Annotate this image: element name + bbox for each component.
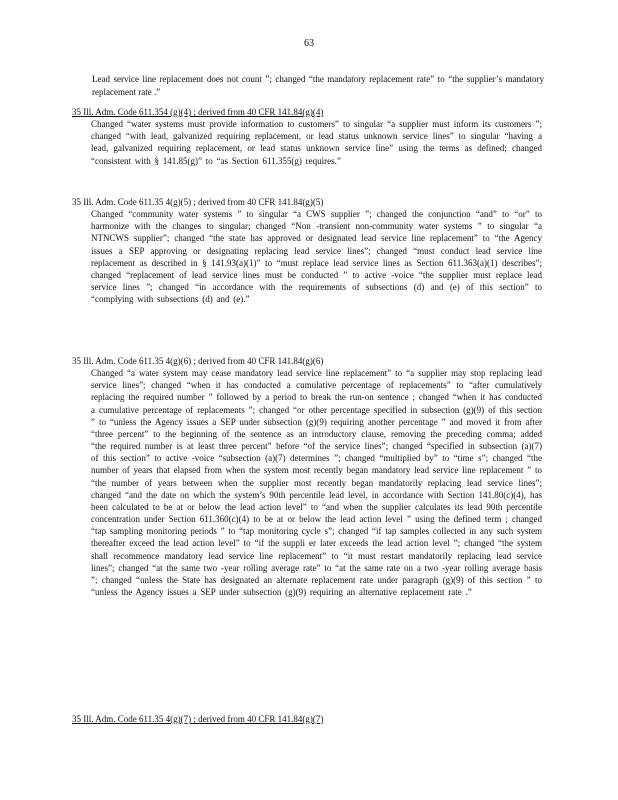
- amendment-entry: [72, 713, 542, 725]
- change-note: Changed “a water system may cease mandatory lead service line replacement” to “a supplier may stop replacing lead service lines”; changed “when it has conducted a cumulative percentage of replacements” to “after cumulatively replacing the required number ” followed by a period to break the run-on sentence ; changed “when it has conducted a cumulative percentage of replacements ”; changed “or other percentage specified in subsection (g)(9) of this section ” to “unless the Agency issues a SEP under subsection (g)(9) requiring another percentage ” and moved it from after “three percent” to the beginning of the sentence as an introductory clause, removing the preceding comma; added “the required number is at least three percent” before “of the service lines”; changed “specified in subsection (a)(7) of this section” to active -voice “subsection (a)(7) determines ”; changed “multiplied by” to “time s”; changed “the number of years that elapsed from when the system most recently began mandatory lead service line replacement ” to “the number of years between when the supplier most recently began mandatorily replacing lead service lines”; changed “and the date on which the system’s 90th percentile lead level, in accordance with Section 141.80(c)(4), has been calculated to be at or below the lead action level” to “and when the supplier calculates its lead 90th percentile concentration under Section 611.360(c)(4) to be at or below the lead action level ” using the defined term ; changed “tap sampling monitoring periods ” to “tap monitoring cycle s”; changed “if tap samples collected in any such system thereafter exceed the lead action level” to “if the suppli er later exceeds the lead action level ”; changed “the system shall recommence mandatory lead service line replacement” to “it must restart mandatorily replacing lead service lines”; changed “at the same two -year rolling average rate” to “at the same rate on a two -year rolling average basis ”; changed “unless the State has designated an alternate replacement rate under paragraph (g)(9) of this section ” to “unless the Agency issues a SEP under subsection (g)(9) requiring an alternative replacement rate .”: [91, 368, 542, 597]
- page-number: 63: [304, 38, 314, 49]
- citation-heading: 35 Ill. Adm. Code 611.35 4(g)(6) ; derived from 40 CFR 141.84(g)(6): [72, 356, 324, 366]
- change-note: Changed “water systems must provide information to customers” to singular “a supplier must inform its customers ”; changed “with lead, galvanized requiring replacement, or lead status unknown service lines” to singular “having a lead, galvanized requiring replacement, or lead status unknown service line” using the terms as defined; changed “consistent with § 141.85(g)” to “as Section 611.355(g) requires.”: [91, 119, 542, 166]
- amendment-entry: [72, 355, 542, 598]
- citation-heading: 35 Ill. Adm. Code 611.35 4(g)(5) ; derived from 40 CFR 141.84(g)(5): [72, 197, 324, 207]
- citation-heading: 35 Ill. Adm. Code 611.354 (g)(4) ; derived from 40 CFR 141.84(g)(4): [72, 107, 324, 117]
- citation-heading: 35 Ill. Adm. Code 611.35 4(g)(7) ; derived from 40 CFR 141.84(g)(7): [72, 714, 324, 724]
- change-note: Changed “community water systems ” to singular “a CWS supplier ”; changed the conjunction “and” to “or” to harmonize with the changes to singular; changed “Non -transient non-community water systems ” to singular “a NTNCWS supplier”; changed “the state has approved or designated lead service line replacement” to “the Agency issues a SEP approving or designating replacing lead service lines”; changed “must conduct lead service line replacement as described in § 141.93(a)(1)” to “must replace lead service lines as Section 611.363(a)(1) describes”; changed “replacement of lead service lines must be conducted ” to active -voice “the supplier must replace lead service lines ”; changed “in accordance with the requirements of subsections (d) and (e) of this section” to “complying with subsections (d) and (e).”: [91, 209, 542, 305]
- amendment-entry: [72, 106, 542, 167]
- intro-paragraph: Lead service line replacement does not count ”; changed “the mandatory replacement rate” to “the supplier’s mandatory replacement rate .”: [92, 74, 544, 97]
- amendment-entry: [72, 196, 542, 305]
